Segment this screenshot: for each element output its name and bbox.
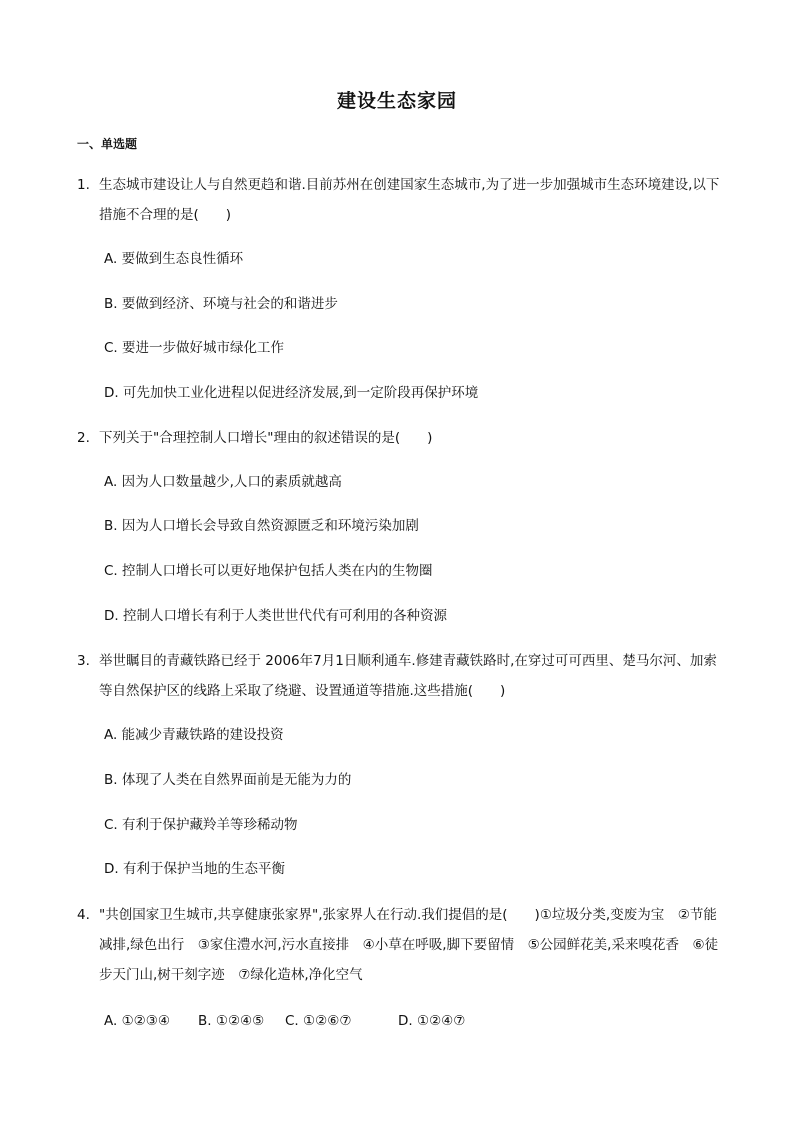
question-text: 生态城市建设让人与自然更趋和谐.目前苏州在创建国家生态城市,为了进一步加强城市生态环境建设,以下措施不合理的是( ): [99, 177, 720, 223]
question-text: 举世瞩目的青藏铁路已经于 2006年7月1日顺利通车.修建青藏铁路时,在穿过可可西里、楚马尔河、加索等自然保护区的线路上采取了绕避、设置通道等措施.这些措施( ): [99, 653, 717, 699]
option-c[interactable]: C. 控制人口增长可以更好地保护包括人类在内的生物圈: [104, 563, 433, 579]
option-a[interactable]: A. 因为人口数量越少,人口的素质就越高: [104, 474, 342, 490]
option-d[interactable]: D. ①②④⑦: [398, 1013, 466, 1029]
section-heading: 一、单选题: [77, 137, 138, 151]
option-b[interactable]: B. 体现了人类在自然界面前是无能为力的: [104, 772, 352, 788]
question-1: [77, 170, 727, 230]
option-b[interactable]: B. 因为人口增长会导致自然资源匮乏和环境污染加剧: [104, 518, 419, 534]
question-number: 3.: [77, 653, 90, 669]
option-c[interactable]: C. 要进一步做好城市绿化工作: [104, 340, 285, 356]
question-text: 下列关于"合理控制人口增长"理由的叙述错误的是( ): [99, 430, 433, 446]
question-2: [77, 423, 727, 453]
question-number: 1.: [77, 177, 90, 193]
question-3: [77, 646, 727, 706]
option-d[interactable]: D. 有利于保护当地的生态平衡: [104, 861, 285, 877]
option-c[interactable]: C. ①②⑥⑦: [285, 1013, 352, 1029]
option-a[interactable]: A. 能减少青藏铁路的建设投资: [104, 727, 284, 743]
page-title: 建设生态家园: [336, 90, 457, 112]
option-a[interactable]: A. 要做到生态良性循环: [104, 251, 244, 267]
question-number: 4.: [77, 907, 90, 923]
option-c[interactable]: C. 有利于保护藏羚羊等珍稀动物: [104, 817, 298, 833]
option-d[interactable]: D. 控制人口增长有利于人类世世代代有可利用的各种资源: [104, 608, 447, 624]
option-b[interactable]: B. ①②④⑤: [198, 1013, 265, 1029]
option-b[interactable]: B. 要做到经济、环境与社会的和谐进步: [104, 296, 338, 312]
question-number: 2.: [77, 430, 90, 446]
option-a[interactable]: A. ①②③④: [104, 1013, 170, 1029]
question-text: "共创国家卫生城市,共享健康张家界",张家界人在行动.我们提倡的是( )①垃圾分类,变废为宝 ②节能减排,绿色出行 ③家住澧水河,污水直接排 ④小草在呼吸,脚下要留情 ⑤公园鲜花美,采来嗅花香 ⑥徒步天门山,树干刻字迹 ⑦绿化造林,净化空气: [99, 907, 719, 983]
option-d[interactable]: D. 可先加快工业化进程以促进经济发展,到一定阶段再保护环境: [104, 385, 479, 401]
question-4: [77, 900, 727, 990]
